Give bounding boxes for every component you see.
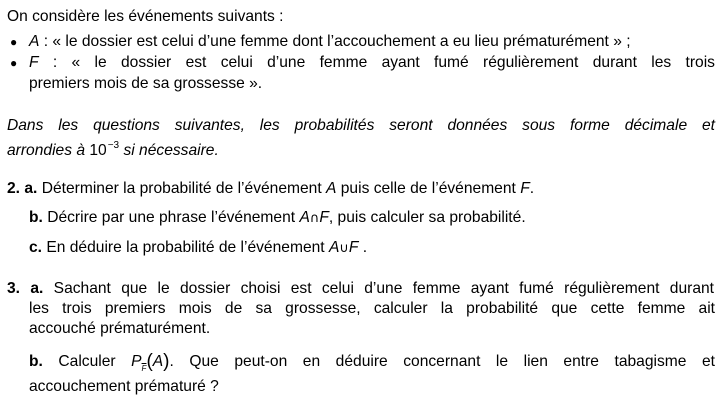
- intro-text: On considère les événements suivants :: [7, 8, 284, 25]
- power-base: 10: [89, 142, 107, 159]
- event-f-line2: premiers mois de sa grossesse ».: [29, 75, 263, 92]
- question-2-number: 2.: [7, 180, 21, 197]
- intersection-symbol: ∩: [309, 211, 320, 226]
- question-2b-label: b.: [29, 209, 43, 226]
- power-exponent: −3: [107, 140, 120, 151]
- union-symbol: ∪: [339, 241, 349, 256]
- question-3a-line1: 3. a. Sachant que le dossier choisi est celui d’une femme ayant fumé régulièrement durant: [7, 280, 715, 297]
- question-2a: 2. a. Déterminer la probabilité de l’événement A puis celle de l’événement F.: [7, 180, 535, 197]
- probability-p: P: [131, 353, 142, 370]
- question-3b-label: b.: [29, 353, 43, 370]
- bullet-icon: ●: [10, 35, 18, 49]
- bullet-icon: ●: [10, 56, 18, 70]
- question-3b-line1: b. Calculer $P_{\overline{F}}(A)$. Que peut-on en déduire concernant le lien entre tabagisme et: [29, 351, 715, 373]
- question-3-number: 3.: [7, 280, 21, 297]
- event-a-letter: A: [29, 33, 40, 50]
- question-2c-label: c.: [29, 239, 43, 256]
- question-2b: b. Décrire par une phrase l’événement A∩F, puis calculer sa probabilité.: [29, 209, 526, 226]
- event-a-text: : « le dossier est celui d’une femme dont l’accouchement a eu lieu prématurément » ;: [39, 33, 631, 50]
- question-2a-label: a.: [24, 180, 38, 197]
- question-3a-label: a.: [30, 280, 44, 297]
- event-f-letter: F: [29, 54, 39, 71]
- event-f-text-1: : « le dossier est celui d’une femme ayant fumé régulièrement durant les trois: [52, 54, 715, 71]
- question-2c: c. En déduire la probabilité de l’événement A∪F .: [29, 239, 368, 256]
- event-f-line1: [29, 53, 715, 73]
- question-3b-line2: accouchement prématuré ?: [29, 378, 219, 395]
- event-a: [29, 32, 631, 52]
- note-line2: arrondies à $10^{-3}$ si nécessaire.: [7, 140, 219, 159]
- question-3a-line2: les trois premiers mois de sa grossesse, calculer la probabilité que cette femme ait: [29, 300, 715, 317]
- question-3a-line3: accouché prématurément.: [29, 320, 211, 337]
- probability-subscript: F: [141, 364, 147, 373]
- note-line1: Dans les questions suivantes, les probabilités seront données sous forme décimale et: [7, 117, 715, 134]
